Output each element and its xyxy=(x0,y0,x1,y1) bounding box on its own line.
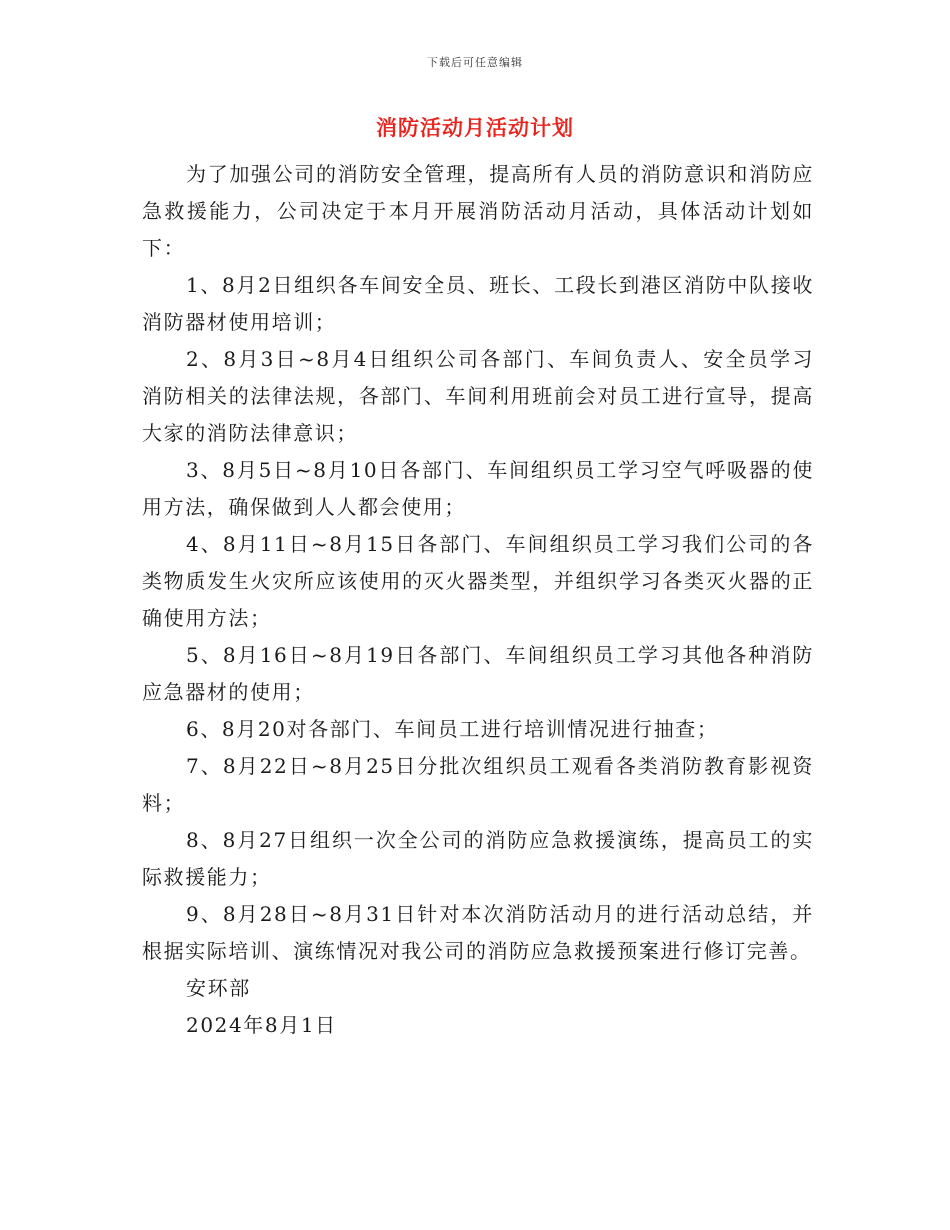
intro-paragraph: 为了加强公司的消防安全管理，提高所有人员的消防意识和消防应急救援能力，公司决定于本月开展消防活动月活动，具体活动计划如下： xyxy=(142,162,814,260)
plan-item: 4、8月11日~8月15日各部门、车间组织员工学习我们公司的各类物质发生火灾所应该使用的灭火器类型，并组织学习各类灭火器的正确使用方法； xyxy=(142,532,814,630)
plan-item: 8、8月27日组织一次全公司的消防应急救援演练，提高员工的实际救援能力； xyxy=(142,828,814,889)
plan-item: 5、8月16日~8月19日各部门、车间组织员工学习其他各种消防应急器材的使用； xyxy=(142,643,814,704)
plan-item: 7、8月22日~8月25日分批次组织员工观看各类消防教育影视资料； xyxy=(142,754,814,815)
plan-item: 6、8月20对各部门、车间员工进行培训情况进行抽查； xyxy=(186,717,719,741)
plan-item: 1、8月2日组织各车间安全员、班长、工段长到港区消防中队接收消防器材使用培训； xyxy=(142,273,814,334)
document-date: 2024年8月1日 xyxy=(186,1013,337,1037)
department-signature: 安环部 xyxy=(186,976,251,1000)
document-body xyxy=(142,156,814,1044)
plan-item: 2、8月3日~8月4日组织公司各部门、车间负责人、安全员学习消防相关的法律法规，各部门、车间利用班前会对员工进行宣导，提高大家的消防法律意识； xyxy=(142,347,814,445)
plan-item: 9、8月28日~8月31日针对本次消防活动月的进行活动总结，并根据实际培训、演练情况对我公司的消防应急救援预案进行修订完善。 xyxy=(142,902,814,963)
document-title: 消防活动月活动计划 xyxy=(376,115,574,140)
page-header-note: 下载后可任意编辑 xyxy=(427,56,523,69)
plan-item: 3、8月5日~8月10日各部门、车间组织员工学习空气呼吸器的使用方法，确保做到人人都会使用； xyxy=(142,458,814,519)
